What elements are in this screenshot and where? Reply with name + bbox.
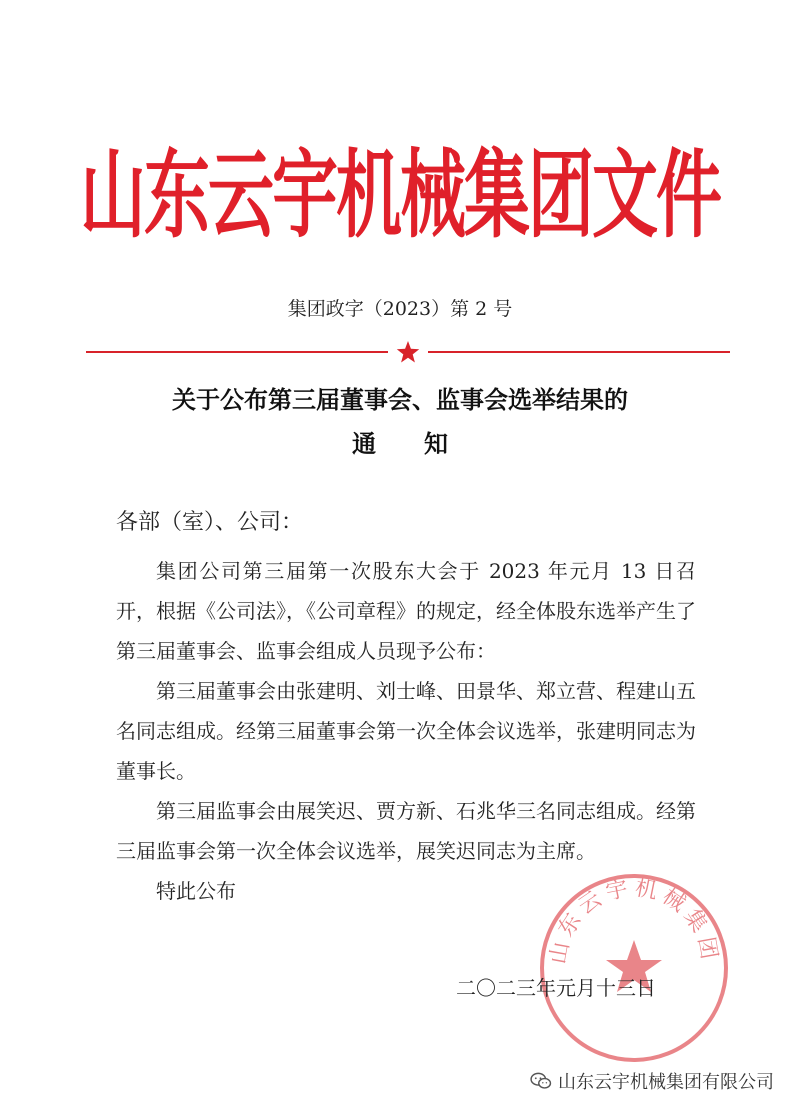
company-seal-stamp	[534, 868, 734, 1068]
salutation: 各部（室）、公司：	[116, 510, 304, 535]
red-star-icon	[396, 340, 420, 364]
footer-account-name: 山东云宇机械集团有限公司	[558, 1072, 774, 1093]
notice-body	[116, 503, 696, 911]
document-header-title: 山东云宇机械集团文件	[80, 139, 720, 252]
paragraph-meeting: 集团公司第三届第一次股东大会于 2023 年元月 13 日召开，根据《公司法》，《公司章程》的规定，经全体股东选举产生了第三届董事会、监事会组成人员现予公布：	[116, 559, 696, 663]
paragraph-board-of-supervisors: 第三届监事会由展笑迟、贾方新、石兆华三名同志组成。经第三届监事会第一次全体会议选举，展笑迟同志为主席。	[116, 799, 696, 863]
document-number: 集团政字（2023）第 2 号	[287, 298, 513, 320]
notice-title-line2: 通知	[352, 430, 496, 458]
wechat-icon	[530, 1072, 552, 1090]
signature-date: 二〇二三年元月十三日	[456, 976, 656, 1000]
paragraph-closing: 特此公布	[156, 879, 236, 903]
notice-title-line1: 关于公布第三届董事会、监事会选举结果的	[172, 386, 628, 414]
notice-title	[0, 378, 800, 466]
divider-line-left	[86, 351, 388, 353]
paragraph-board-of-directors: 第三届董事会由张建明、刘士峰、田景华、郑立营、程建山五名同志组成。经第三届董事会第一次全体会议选举，张建明同志为董事长。	[116, 679, 696, 783]
red-divider	[86, 340, 730, 364]
footer-watermark	[530, 1068, 774, 1094]
svg-text:山东云宇机械集团: 山东云宇机械集团	[545, 875, 723, 967]
divider-line-right	[428, 351, 730, 353]
